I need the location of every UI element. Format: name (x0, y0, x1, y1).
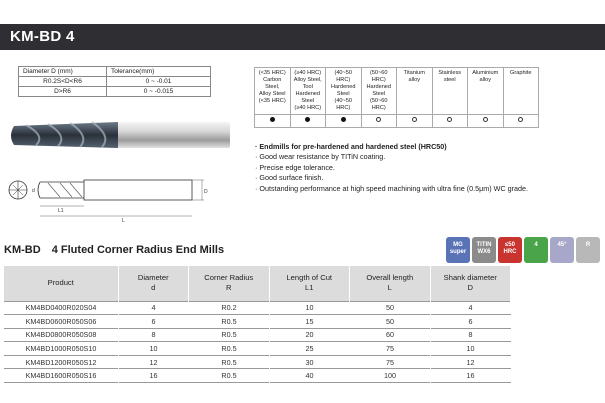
drawing-label-D: D (204, 189, 208, 195)
material-mark-cell (326, 115, 362, 128)
material-label-line: Steel (372, 91, 386, 97)
material-label-line: Alloy Steel, Tool (293, 77, 322, 90)
badge-bottom: super (449, 249, 467, 255)
product-header-cell (119, 266, 189, 301)
section-title (4, 244, 224, 256)
header-label: Product (47, 278, 74, 288)
header-symbol: L (387, 283, 392, 293)
table-cell: 10 (431, 342, 511, 356)
table-cell: 4 (431, 301, 511, 315)
tolerance-row (19, 87, 211, 97)
section-model: KM-BD (4, 244, 41, 256)
material-label-line: alloy (479, 77, 491, 83)
table-cell: 25 (270, 342, 350, 356)
table-cell: 10 (119, 342, 189, 356)
suitable-circle-icon (376, 117, 381, 122)
table-cell: 4 (119, 301, 189, 315)
section-name: 4 Fluted Corner Radius End Mills (51, 244, 225, 256)
material-column-2 (326, 68, 362, 115)
material-label-line: Carbon Steel, (263, 77, 282, 90)
material-label-line: steel (443, 77, 456, 83)
tolerance-value: 0 ~ -0.01 (107, 77, 211, 87)
table-cell: KM4BD0400R020S04 (4, 301, 118, 315)
badge-bottom: WX6 (477, 249, 491, 255)
material-label-line: (<35 HRC) (258, 98, 286, 104)
material-column-4 (397, 68, 433, 115)
product-header-row (4, 266, 511, 301)
badge-bottom: HRC (503, 249, 517, 255)
material-label-line: Aluminium (472, 70, 499, 76)
material-mark-cell (468, 115, 504, 128)
feature-item: · Outstanding performance at high speed machining with ultra fine (0.5μm) WC grade. (255, 183, 529, 193)
table-row (4, 342, 511, 356)
tolerance-diameter: D>R6 (19, 87, 107, 97)
badge-top: 4 (534, 242, 538, 248)
material-mark-cell (361, 115, 397, 128)
table-cell: R0.5 (189, 369, 269, 383)
material-column-7 (503, 68, 539, 115)
table-cell: 15 (270, 315, 350, 329)
table-cell: R0.5 (189, 328, 269, 342)
table-cell: 16 (431, 369, 511, 383)
endmill-photo (6, 112, 236, 162)
tolerance-header-diameter: Diameter D (mm) (19, 67, 107, 77)
table-cell: 100 (350, 369, 430, 383)
feature-item: · Good wear resistance by TITiN coating. (255, 152, 386, 162)
product-header-cell (431, 266, 511, 301)
material-suitability-row (255, 115, 539, 128)
material-mark-cell (255, 115, 291, 128)
feature-item: · Precise edge tolerance. (255, 162, 335, 172)
suitable-circle-icon (483, 117, 488, 122)
material-label-line: Hardened (330, 84, 356, 90)
material-column-6 (468, 68, 504, 115)
feature-lead: · Endmills for pre-hardened and hardened steel (HRC50) (255, 142, 447, 151)
material-table (254, 67, 539, 128)
recommended-dot-icon (341, 117, 346, 122)
drawing-label-d: d (32, 188, 35, 194)
table-cell: KM4BD1200R050S12 (4, 355, 118, 369)
table-row (4, 369, 511, 383)
spec-badge-icon (498, 237, 522, 263)
table-cell: 20 (270, 328, 350, 342)
material-mark-cell (397, 115, 433, 128)
material-label-line: (≥40 HRC) (294, 70, 322, 76)
table-cell: KM4BD0600R050S06 (4, 315, 118, 329)
badge-top: MG (453, 242, 463, 248)
recommended-dot-icon (270, 117, 275, 122)
table-cell: R0.2 (189, 301, 269, 315)
suitable-circle-icon (447, 117, 452, 122)
material-label-line: Alloy Steel (259, 91, 286, 97)
suitable-circle-icon (518, 117, 523, 122)
spec-badge-icon (472, 237, 496, 263)
table-cell: 6 (119, 315, 189, 329)
material-label-line: Titanium (403, 70, 425, 76)
spec-badge-icon (576, 237, 600, 263)
product-table (4, 266, 511, 383)
material-label-line: Steel (336, 91, 350, 97)
table-cell: 8 (119, 328, 189, 342)
tolerance-row (19, 77, 211, 87)
material-label-line: (40~50 HRC) (334, 70, 353, 83)
header-label: Diameter (137, 273, 169, 283)
material-label-line: Hardened (295, 91, 321, 97)
table-cell: 75 (350, 355, 430, 369)
table-cell: 12 (119, 355, 189, 369)
table-cell: 30 (270, 355, 350, 369)
material-mark-cell (503, 115, 539, 128)
header-symbol: d (151, 283, 156, 293)
material-column-1 (290, 68, 326, 115)
badge-top: TITIN (476, 242, 492, 248)
feature-item: · Good surface finish. (255, 173, 324, 183)
table-row (4, 301, 511, 315)
table-row (4, 355, 511, 369)
material-label-line: Steel (301, 98, 315, 104)
suitable-circle-icon (412, 117, 417, 122)
tolerance-value: 0 ~ -0.015 (107, 87, 211, 97)
material-label-line: (50~60 HRC) (369, 98, 388, 111)
title-bar (0, 0, 605, 62)
tolerance-diameter: R0.2S<D<R6 (19, 77, 107, 87)
header-symbol: L1 (305, 283, 314, 293)
material-label-line: Graphite (510, 70, 532, 76)
header-symbol: D (467, 283, 473, 293)
product-header-cell (350, 266, 430, 301)
table-cell: 50 (350, 301, 430, 315)
technical-drawing (4, 172, 219, 224)
badge-top: R (585, 242, 591, 248)
table-cell: R0.5 (189, 315, 269, 329)
features-list (255, 142, 528, 194)
table-row (4, 315, 511, 329)
spec-badge-icon (524, 237, 548, 263)
page-title: KM-BD 4 (10, 28, 75, 45)
tolerance-header-tolerance: Tolerance(mm) (107, 67, 211, 77)
product-header-cell (189, 266, 269, 301)
spec-badge-icon (550, 237, 574, 263)
table-cell: 60 (350, 328, 430, 342)
table-cell: 16 (119, 369, 189, 383)
material-label-line: (<35 HRC) (258, 70, 286, 76)
table-cell: KM4BD1000R050S10 (4, 342, 118, 356)
badge-top: 45° (557, 242, 567, 248)
table-cell: KM4BD0800R050S08 (4, 328, 118, 342)
table-cell: 50 (350, 315, 430, 329)
tolerance-header-row (19, 67, 211, 77)
header-label: Corner Radius (204, 273, 254, 283)
table-cell: R0.5 (189, 342, 269, 356)
table-cell: 10 (270, 301, 350, 315)
header-symbol: R (226, 283, 232, 293)
header-label: Overall length (366, 273, 414, 283)
material-label-line: (50~60 HRC) (369, 70, 388, 83)
title-band (0, 24, 605, 50)
header-label: Shank diameter (443, 273, 497, 283)
material-label-line: alloy (408, 77, 420, 83)
table-cell: R0.5 (189, 355, 269, 369)
table-cell: 12 (431, 355, 511, 369)
drawing-label-L: L (122, 218, 125, 224)
table-row (4, 328, 511, 342)
material-column-5 (432, 68, 468, 115)
drawing-label-L1: L1 (58, 208, 64, 214)
material-column-0 (255, 68, 291, 115)
recommended-dot-icon (305, 117, 310, 122)
product-header-cell (4, 266, 118, 301)
material-label-line: (≥40 HRC) (294, 105, 322, 111)
material-column-3 (361, 68, 397, 115)
material-label-line: (40~50 HRC) (334, 98, 353, 111)
table-cell: 40 (270, 369, 350, 383)
table-cell: 6 (431, 315, 511, 329)
spec-badge-icon (446, 237, 470, 263)
badge-top: ≤50 (505, 242, 515, 248)
material-label-line: Stainless (438, 70, 462, 76)
material-label-line: Hardened (366, 84, 392, 90)
product-header-cell (270, 266, 350, 301)
table-cell: KM4BD1600R050S16 (4, 369, 118, 383)
table-cell: 75 (350, 342, 430, 356)
material-mark-cell (432, 115, 468, 128)
material-header-row (255, 68, 539, 115)
material-mark-cell (290, 115, 326, 128)
header-label: Length of Cut (286, 273, 333, 283)
table-cell: 8 (431, 328, 511, 342)
tolerance-table (18, 66, 211, 97)
